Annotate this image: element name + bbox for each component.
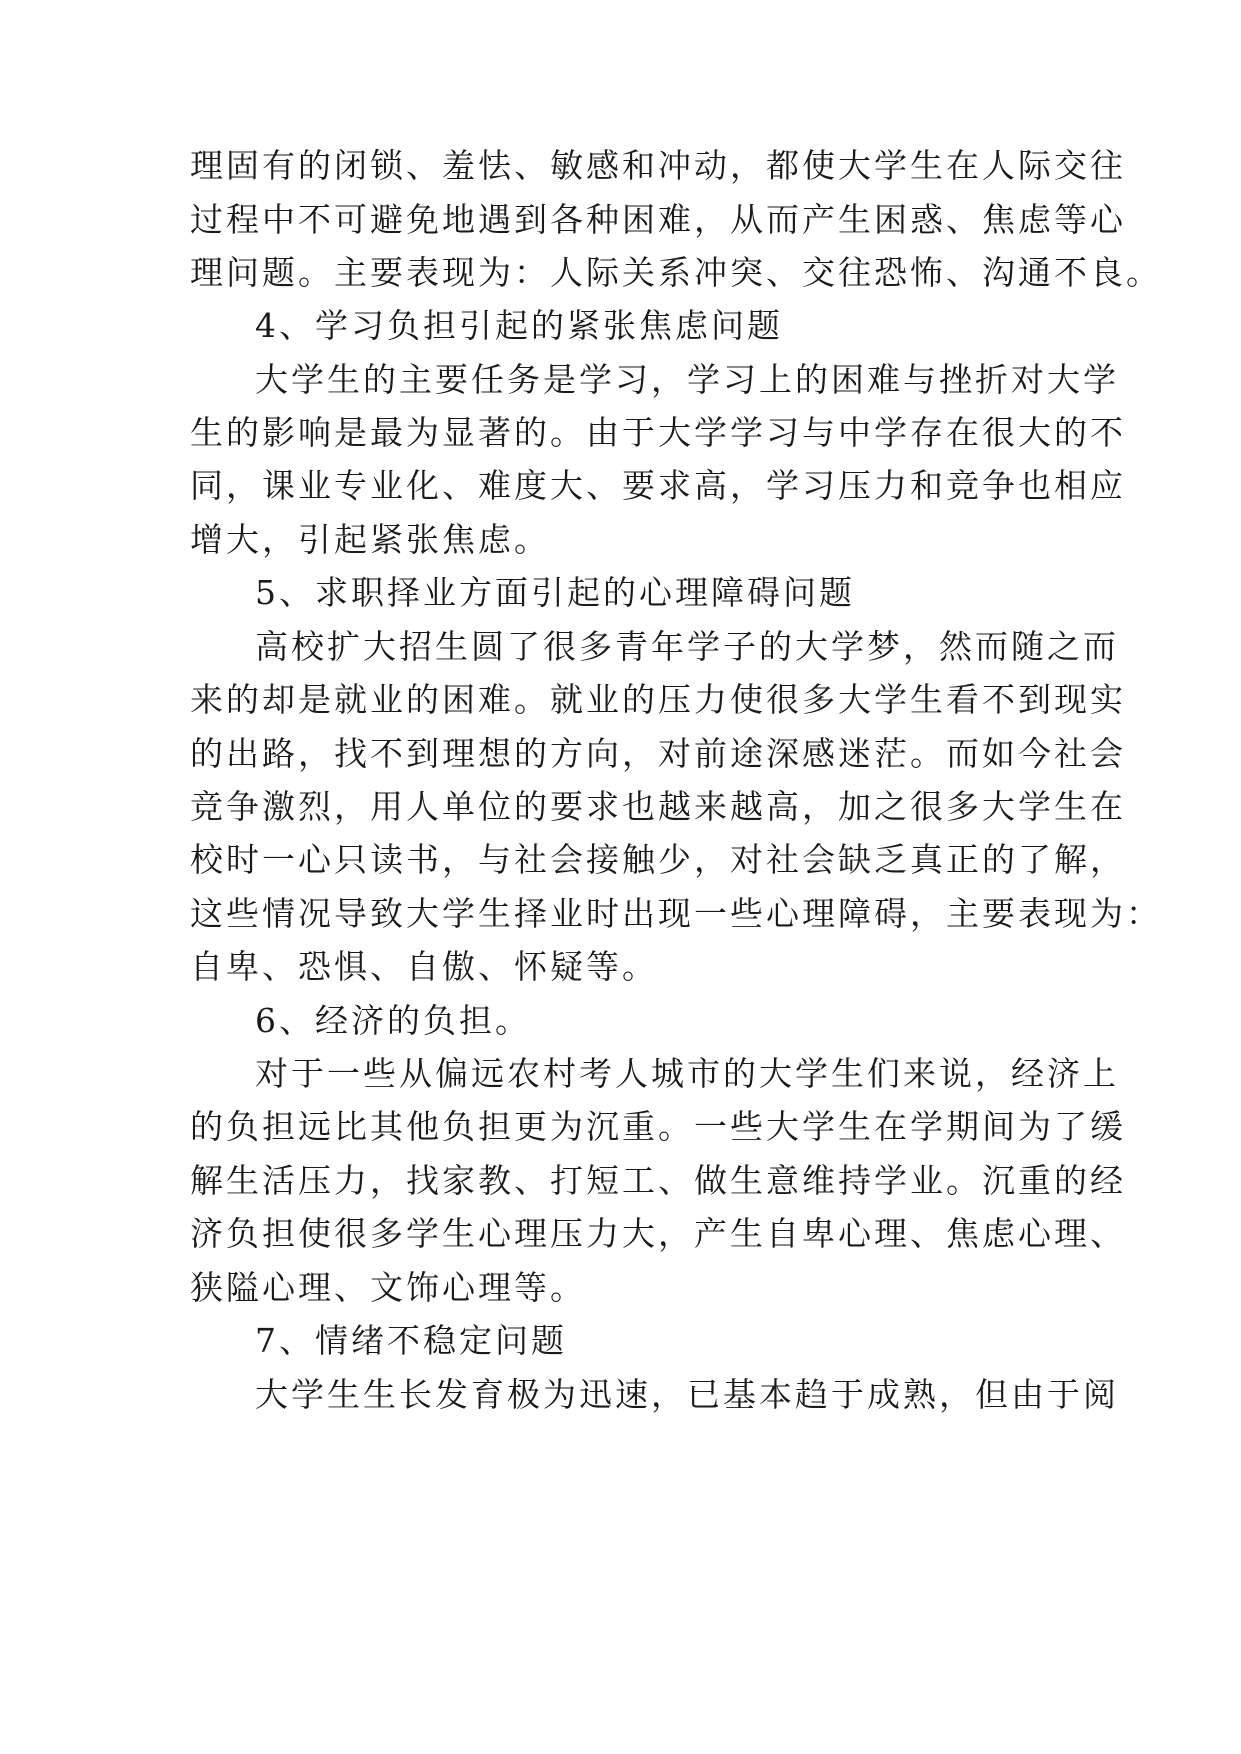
body-text-line: 理固有的闭锁、羞怯、敏感和冲动，都使大学生在人际交往: [190, 146, 1126, 185]
body-text-line: 的负担远比其他负担更为沉重。一些大学生在学期间为了缓: [190, 1107, 1126, 1146]
body-text-line: 这些情况导致大学生择业时出现一些心理障碍，主要表现为：: [190, 894, 1162, 933]
body-text-line: 来的却是就业的困难。就业的压力使很多大学生看不到现实: [190, 680, 1126, 719]
section-heading: 6、经济的负担。: [255, 1001, 531, 1040]
body-text-line: 生的影响是最为显著的。由于大学学习与中学存在很大的不: [190, 413, 1126, 452]
body-text-line: 的出路，找不到理想的方向，对前途深感迷茫。而如今社会: [190, 734, 1126, 773]
body-text-line: 理问题。主要表现为：人际关系冲突、交往恐怖、沟通不良。: [190, 253, 1162, 292]
body-text-line: 自卑、恐惧、自傲、怀疑等。: [190, 947, 658, 986]
body-text-line: 大学生的主要任务是学习，学习上的困难与挫折对大学: [255, 360, 1119, 399]
body-text-line: 解生活压力，找家教、打短工、做生意维持学业。沉重的经: [190, 1161, 1126, 1200]
body-text-line: 高校扩大招生圆了很多青年学子的大学梦，然而随之而: [255, 627, 1119, 666]
body-text-line: 同，课业专业化、难度大、要求高，学习压力和竞争也相应: [190, 466, 1126, 505]
body-text-line: 对于一些从偏远农村考人城市的大学生们来说，经济上: [255, 1054, 1119, 1093]
body-text-line: 校时一心只读书，与社会接触少，对社会缺乏真正的了解，: [190, 840, 1126, 879]
body-text-line: 过程中不可避免地遇到各种困难，从而产生困惑、焦虑等心: [190, 200, 1126, 239]
body-text-line: 增大，引起紧张焦虑。: [190, 520, 550, 559]
body-text-line: 大学生生长发育极为迅速，已基本趋于成熟，但由于阅: [255, 1375, 1119, 1414]
body-text-line: 狭隘心理、文饰心理等。: [190, 1268, 586, 1307]
body-text-line: 竞争激烈，用人单位的要求也越来越高，加之很多大学生在: [190, 787, 1126, 826]
body-text-line: 济负担使很多学生心理压力大，产生自卑心理、焦虑心理、: [190, 1214, 1126, 1253]
section-heading: 4、学习负担引起的紧张焦虑问题: [255, 306, 783, 345]
section-heading: 7、情绪不稳定问题: [255, 1321, 567, 1360]
section-heading: 5、求职择业方面引起的心理障碍问题: [255, 573, 855, 612]
